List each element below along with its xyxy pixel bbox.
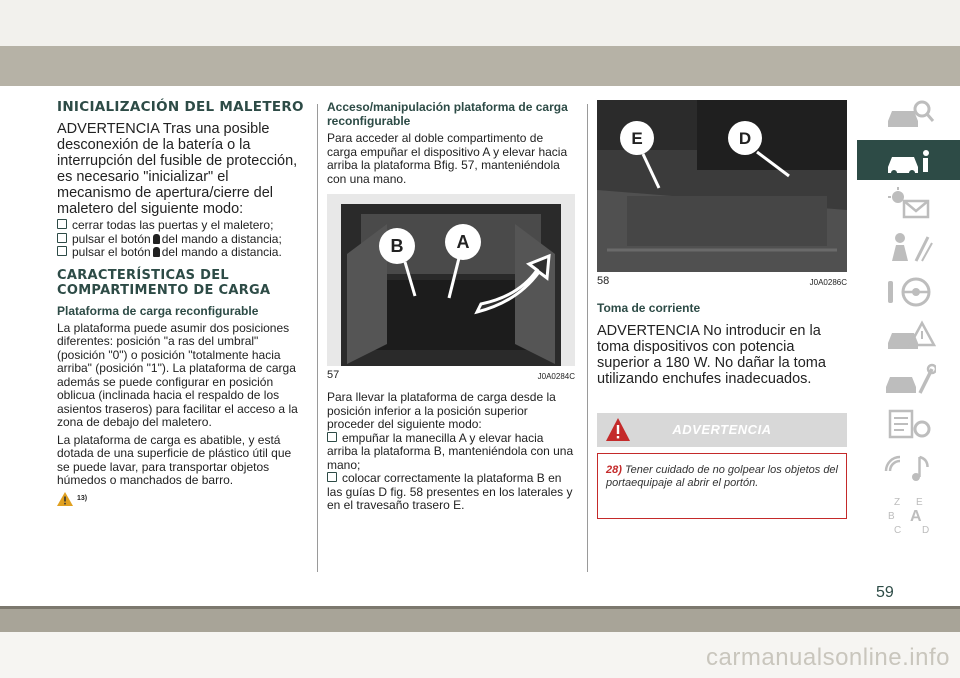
tab-technical-data[interactable] <box>857 404 960 444</box>
note-ref: 13) <box>57 492 305 506</box>
figure-code: J0A0284C <box>537 372 575 381</box>
list-item: cerrar todas las puertas y el maletero; <box>57 219 305 233</box>
heading-cargo: CARACTERÍSTICAS DEL COMPARTIMENTO DE CARGA <box>57 267 271 298</box>
tab-multimedia[interactable] <box>857 448 960 488</box>
trunk-guides-photo <box>597 100 847 272</box>
access-text: Para acceder al doble compartimento de carga empuñar el dispositivo A y elevar hacia arriba la plataforma Bfig. 57, manteniéndola con una mano. <box>327 131 568 186</box>
music-signal-icon <box>882 451 936 485</box>
column-2 <box>327 100 575 513</box>
footer-band <box>0 608 960 632</box>
platform-text: La plataforma puede asumir dos posiciones diferentes: posición "a ras del umbral" (posición "0") o posición "totalmente hacia arriba" (posición "1"). La plataforma de carga además se puede configurar en posición oblicua (inclinada hacia el respaldo de los asientos traseros) para facilitar el acceso a la zona de debajo del maletero. <box>57 320 298 429</box>
checkbox-bullet-icon <box>57 219 67 229</box>
callout-d: D <box>738 129 752 148</box>
trunk-init-warning: ADVERTENCIA Tras una posible desconexión de la batería o la interrupción del fusible de protección, es necesario "inicializar" el mecanismo de apertura/cierre del maletero del siguiente modo: <box>57 121 298 217</box>
tab-car-search[interactable] <box>857 96 960 136</box>
subheading-power-outlet: Toma de corriente <box>597 301 701 315</box>
svg-text:B: B <box>887 511 895 522</box>
power-outlet-warning: ADVERTENCIA No introducir en la toma dispositivos con potencia superior a 180 W. No dañar la toma utilizando enchufes inadecuados. <box>597 323 826 387</box>
column-divider <box>317 104 318 572</box>
column-divider <box>587 104 588 572</box>
svg-text:D: D <box>921 525 929 536</box>
warning-title: ADVERTENCIA <box>672 422 772 437</box>
alphabet-index-icon <box>882 493 936 537</box>
tab-lights-mail[interactable] <box>857 184 960 224</box>
figure-58 <box>597 100 847 272</box>
checkbox-bullet-icon <box>327 432 337 442</box>
warning-number: 28) <box>606 464 622 476</box>
car-warning-icon <box>882 319 936 353</box>
callout-b: B <box>390 236 404 256</box>
svg-text:C: C <box>893 525 901 536</box>
tab-emergency[interactable] <box>857 316 960 356</box>
list-item: empuñar la manecilla A y elevar hacia arriba la plataforma B, manteniéndola con una mano; <box>327 430 574 472</box>
car-search-icon <box>882 99 936 133</box>
watermark: carmanualsonline.info <box>706 644 950 671</box>
checkbox-bullet-icon <box>57 233 67 243</box>
car-wrench-icon <box>882 363 936 397</box>
tab-index[interactable] <box>857 492 960 538</box>
list-item: colocar correctamente la plataforma B en las guías D fig. 58 presentes en los laterales y en el travesaño trasero E. <box>327 471 573 512</box>
heading-trunk-init: INICIALIZACIÓN DEL MALETERO <box>57 99 304 115</box>
tab-safety[interactable] <box>857 228 960 268</box>
checkbox-bullet-icon <box>327 472 337 482</box>
trunk-platform-photo <box>327 194 575 366</box>
warning-text: Tener cuidado de no golpear los objetos del portaequipaje al abrir el portón. <box>606 464 838 489</box>
chapter-tabs <box>857 96 960 542</box>
spec-sheet-gear-icon <box>882 407 936 441</box>
figure-number: 57 <box>327 369 340 381</box>
svg-text:Z: Z <box>893 497 900 508</box>
steering-wheel-icon <box>882 275 936 309</box>
figure-caption <box>327 369 575 381</box>
checkbox-bullet-icon <box>57 246 67 256</box>
platform-raise-text: Para llevar la plataforma de carga desde la posición inferior a la posición superior proceder del siguiente modo: <box>327 390 556 431</box>
subheading-platform: Plataforma de carga reconfigurable <box>57 303 259 318</box>
svg-text:E: E <box>915 497 923 508</box>
warning-body <box>597 453 847 519</box>
column-3 <box>597 100 847 519</box>
page-number: 59 <box>876 584 894 601</box>
figure-code: J0A0286C <box>809 278 847 287</box>
figure-57 <box>327 194 575 366</box>
light-envelope-icon <box>882 187 936 221</box>
callout-e: E <box>631 129 643 148</box>
warning-header <box>597 413 847 447</box>
callout-a: A <box>456 232 470 252</box>
list-item: pulsar el botón del mando a distancia; <box>57 233 305 247</box>
tab-maintenance[interactable] <box>857 360 960 400</box>
top-margin <box>0 0 960 46</box>
trunk-key-icon <box>153 247 160 257</box>
figure-number: 58 <box>597 275 610 287</box>
tab-driving[interactable] <box>857 272 960 312</box>
column-1 <box>57 100 305 506</box>
warning-box <box>597 413 847 519</box>
trunk-key-icon <box>153 234 160 244</box>
list-item: pulsar el botón del mando a distancia. <box>57 246 305 260</box>
caution-icon <box>57 492 73 506</box>
car-info-icon <box>882 143 936 177</box>
figure-caption <box>597 275 847 287</box>
platform-text-2: La plataforma de carga es abatible, y está dotada de una superficie de plástico útil que se puede lavar, para transportar objetos húmedos o manchados de barro. <box>57 432 292 487</box>
tab-car-info[interactable] <box>857 140 960 180</box>
svg-text:A: A <box>909 508 922 525</box>
footer <box>0 632 960 678</box>
passenger-safety-icon <box>882 231 936 265</box>
subheading-access: Acceso/manipulación plataforma de carga reconfigurable <box>327 100 568 128</box>
header-band <box>0 46 960 86</box>
